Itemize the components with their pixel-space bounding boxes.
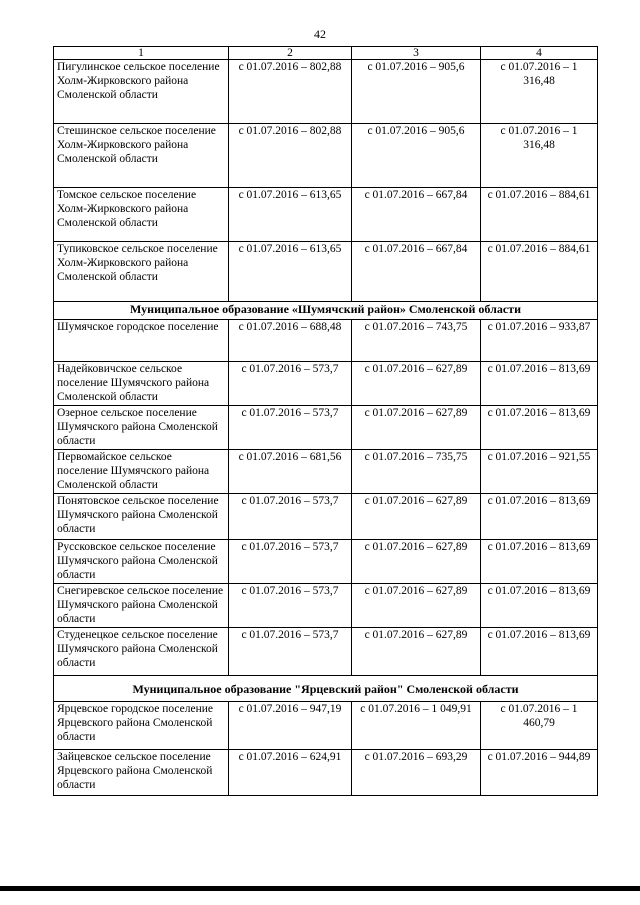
settlement-name: Пигулинское сельское поселение Холм-Жирковского района Смоленской области bbox=[54, 60, 229, 124]
settlement-name: Студенецкое сельское поселение Шумячского района Смоленской области bbox=[54, 628, 229, 676]
table-row bbox=[54, 628, 598, 676]
tariff-col2: с 01.07.2016 – 688,48 bbox=[229, 320, 352, 362]
table-row bbox=[54, 702, 598, 750]
tariff-col3: с 01.07.2016 – 1 049,91 bbox=[352, 702, 481, 750]
section-header-row bbox=[54, 676, 598, 702]
section-title: Муниципальное образование "Ярцевский район" Смоленской области bbox=[54, 676, 598, 702]
tariff-col2: с 01.07.2016 – 613,65 bbox=[229, 242, 352, 302]
settlement-name: Руссковское сельское поселение Шумячского района Смоленской области bbox=[54, 540, 229, 584]
tariff-col2: с 01.07.2016 – 573,7 bbox=[229, 362, 352, 406]
tariff-col4: с 01.07.2016 – 813,69 bbox=[481, 494, 598, 540]
tariff-col4: с 01.07.2016 – 1 460,79 bbox=[481, 702, 598, 750]
tariff-col4: с 01.07.2016 – 944,89 bbox=[481, 750, 598, 796]
tariff-col4: с 01.07.2016 – 813,69 bbox=[481, 628, 598, 676]
tariff-col3: с 01.07.2016 – 905,6 bbox=[352, 60, 481, 124]
settlement-name: Первомайское сельское поселение Шумячского района Смоленской области bbox=[54, 450, 229, 494]
tariff-col2: с 01.07.2016 – 573,7 bbox=[229, 406, 352, 450]
page-number: 42 bbox=[314, 27, 326, 41]
tariff-col3: с 01.07.2016 – 627,89 bbox=[352, 406, 481, 450]
table-row bbox=[54, 494, 598, 540]
settlement-name: Зайцевское сельское поселение Ярцевского района Смоленской области bbox=[54, 750, 229, 796]
tariff-col3: с 01.07.2016 – 667,84 bbox=[352, 188, 481, 242]
tariff-col4: с 01.07.2016 – 921,55 bbox=[481, 450, 598, 494]
settlement-name: Шумячское городское поселение bbox=[54, 320, 229, 362]
tariff-col4: с 01.07.2016 – 933,87 bbox=[481, 320, 598, 362]
tariff-col2: с 01.07.2016 – 802,88 bbox=[229, 124, 352, 188]
tariff-col3: с 01.07.2016 – 667,84 bbox=[352, 242, 481, 302]
tariff-col3: с 01.07.2016 – 627,89 bbox=[352, 584, 481, 628]
settlement-name: Надейковичское сельское поселение Шумячского района Смоленской области bbox=[54, 362, 229, 406]
table-row bbox=[54, 242, 598, 302]
settlement-name: Озерное сельское поселение Шумячского района Смоленской области bbox=[54, 406, 229, 450]
column-header-4: 4 bbox=[481, 47, 598, 60]
tariff-col3: с 01.07.2016 – 735,75 bbox=[352, 450, 481, 494]
section-header-row bbox=[54, 302, 598, 320]
tariff-col4: с 01.07.2016 – 1 316,48 bbox=[481, 60, 598, 124]
table-row bbox=[54, 750, 598, 796]
tariff-col4: с 01.07.2016 – 1 316,48 bbox=[481, 124, 598, 188]
table-row bbox=[54, 362, 598, 406]
tariff-col2: с 01.07.2016 – 573,7 bbox=[229, 584, 352, 628]
column-header-2: 2 bbox=[229, 47, 352, 60]
table-row bbox=[54, 584, 598, 628]
table-row bbox=[54, 60, 598, 124]
tariff-col4: с 01.07.2016 – 884,61 bbox=[481, 188, 598, 242]
tariff-col2: с 01.07.2016 – 681,56 bbox=[229, 450, 352, 494]
tariff-col3: с 01.07.2016 – 627,89 bbox=[352, 540, 481, 584]
tariff-col2: с 01.07.2016 – 573,7 bbox=[229, 494, 352, 540]
settlement-name: Снегиревское сельское поселение Шумячского района Смоленской области bbox=[54, 584, 229, 628]
tariff-table bbox=[53, 46, 598, 796]
tariff-col4: с 01.07.2016 – 813,69 bbox=[481, 540, 598, 584]
tariff-col3: с 01.07.2016 – 693,29 bbox=[352, 750, 481, 796]
tariff-col4: с 01.07.2016 – 813,69 bbox=[481, 584, 598, 628]
table-header-row bbox=[54, 47, 598, 60]
table-row bbox=[54, 320, 598, 362]
table-row bbox=[54, 540, 598, 584]
table-row bbox=[54, 124, 598, 188]
section-title: Муниципальное образование «Шумячский район» Смоленской области bbox=[54, 302, 598, 320]
page-bottom-rule bbox=[0, 886, 640, 891]
settlement-name: Понятовское сельское поселение Шумячского района Смоленской области bbox=[54, 494, 229, 540]
settlement-name: Тупиковское сельское поселение Холм-Жирковского района Смоленской области bbox=[54, 242, 229, 302]
tariff-col3: с 01.07.2016 – 627,89 bbox=[352, 628, 481, 676]
column-header-3: 3 bbox=[352, 47, 481, 60]
tariff-col3: с 01.07.2016 – 627,89 bbox=[352, 362, 481, 406]
settlement-name: Томское сельское поселение Холм-Жирковского района Смоленской области bbox=[54, 188, 229, 242]
table-row bbox=[54, 406, 598, 450]
tariff-col4: с 01.07.2016 – 813,69 bbox=[481, 362, 598, 406]
tariff-col3: с 01.07.2016 – 627,89 bbox=[352, 494, 481, 540]
tariff-col2: с 01.07.2016 – 613,65 bbox=[229, 188, 352, 242]
tariff-col3: с 01.07.2016 – 905,6 bbox=[352, 124, 481, 188]
table-row bbox=[54, 450, 598, 494]
tariff-col3: с 01.07.2016 – 743,75 bbox=[352, 320, 481, 362]
tariff-col2: с 01.07.2016 – 624,91 bbox=[229, 750, 352, 796]
tariff-col2: с 01.07.2016 – 573,7 bbox=[229, 628, 352, 676]
table-row bbox=[54, 188, 598, 242]
column-header-1: 1 bbox=[54, 47, 229, 60]
tariff-col2: с 01.07.2016 – 573,7 bbox=[229, 540, 352, 584]
tariff-col2: с 01.07.2016 – 947,19 bbox=[229, 702, 352, 750]
tariff-col4: с 01.07.2016 – 813,69 bbox=[481, 406, 598, 450]
tariff-col2: с 01.07.2016 – 802,88 bbox=[229, 60, 352, 124]
settlement-name: Ярцевское городское поселение Ярцевского района Смоленской области bbox=[54, 702, 229, 750]
tariff-col4: с 01.07.2016 – 884,61 bbox=[481, 242, 598, 302]
settlement-name: Стешинское сельское поселение Холм-Жирковского района Смоленской области bbox=[54, 124, 229, 188]
